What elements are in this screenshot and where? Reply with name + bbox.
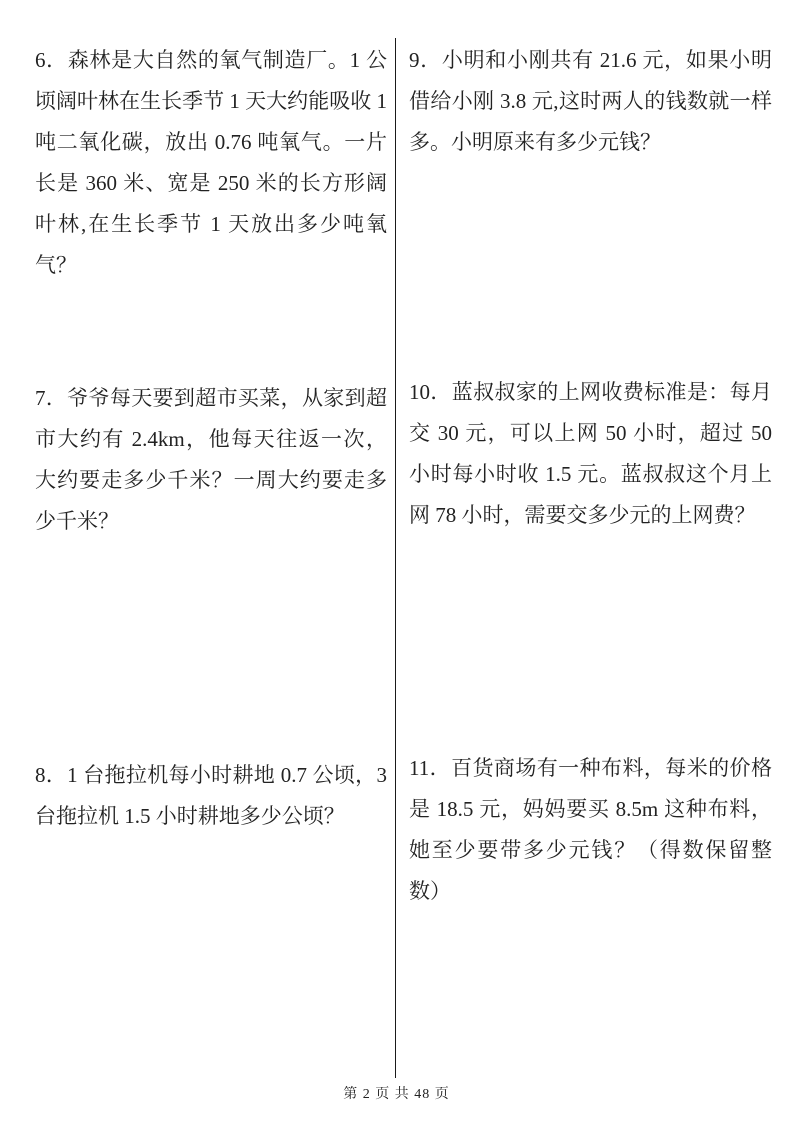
problem-9: 9．小明和小刚共有 21.6 元，如果小明借给小刚 3.8 元,这时两人的钱数就一样多。小明原来有多少元钱？: [409, 48, 772, 154]
problem-11: 11．百货商场有一种布料，每米的价格是 18.5 元，妈妈要买 8.5m 这种布料，她至少要带多少元钱？（得数保留整数）: [409, 756, 772, 903]
column-divider: [395, 38, 396, 1078]
problem-10: 10．蓝叔叔家的上网收费标准是：每月交 30 元，可以上网 50 小时，超过 50 小时每小时收 1.5 元。蓝叔叔这个月上网 78 小时，需要交多少元的上网费？: [409, 380, 772, 527]
problem-7: 7．爷爷每天要到超市买菜，从家到超市大约有 2.4km，他每天往返一次，大约要走多少千米？一周大约要走多少千米？: [35, 386, 387, 533]
problem-6: 6．森林是大自然的氧气制造厂。1 公顷阔叶林在生长季节 1 天大约能吸收 1 吨二氧化碳，放出 0.76 吨氧气。一片长是 360 米、宽是 250 米的长方形阔叶林,在生长季节 1 天放出多少吨氧气？: [35, 48, 387, 277]
page-footer: 第 2 页 共 48 页: [343, 1087, 450, 1102]
problem-8: 8．1 台拖拉机每小时耕地 0.7 公顷，3 台拖拉机 1.5 小时耕地多少公顷？: [35, 763, 387, 828]
